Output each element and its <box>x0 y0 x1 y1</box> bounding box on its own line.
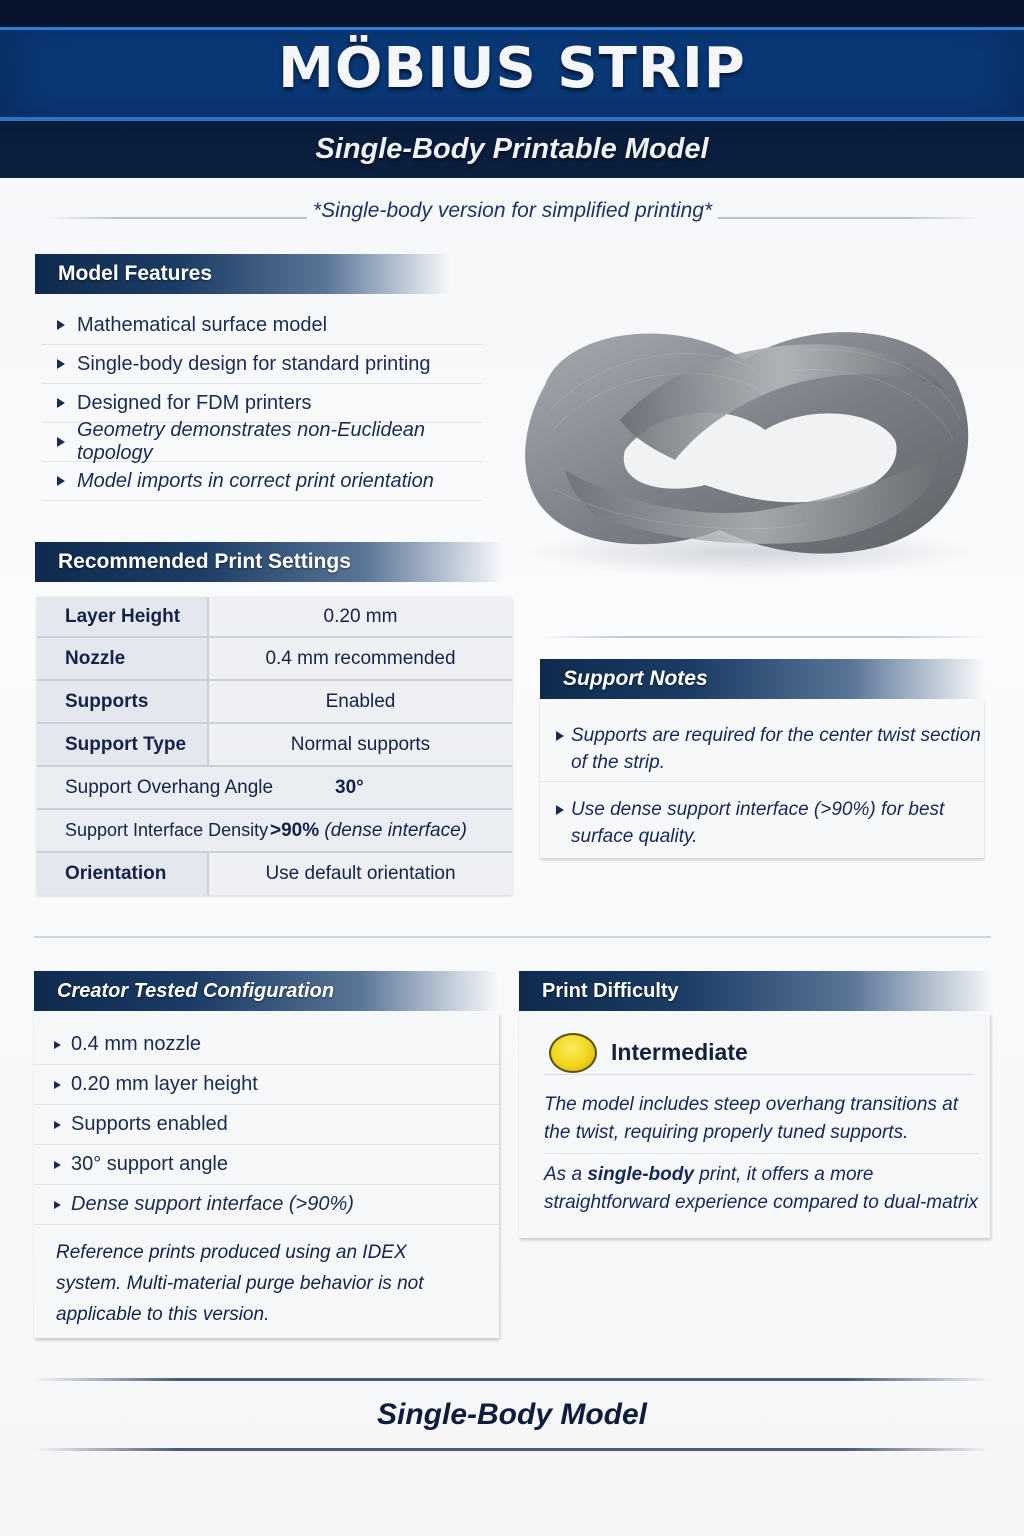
tagline-row <box>45 196 980 226</box>
divider <box>35 1448 990 1451</box>
model-features-list <box>42 306 482 501</box>
creator-config-list <box>34 1013 499 1225</box>
table-row <box>37 809 512 852</box>
section-header-model-features: Model Features <box>35 254 450 294</box>
bullet-triangle-icon <box>54 1081 61 1089</box>
print-settings-table <box>37 597 512 895</box>
table-row <box>37 680 512 723</box>
footer-title: Single-Body Model <box>377 1398 647 1431</box>
list-item: 30° support angle <box>34 1145 499 1185</box>
bullet-triangle-icon <box>54 1041 61 1049</box>
print-difficulty-panel <box>519 1013 990 1238</box>
bullet-triangle-icon <box>556 805 564 815</box>
section-header-creator-config: Creator Tested Configuration <box>34 971 499 1011</box>
difficulty-level: Intermediate <box>611 1039 748 1065</box>
divider <box>34 936 991 938</box>
difficulty-indicator-icon <box>549 1033 597 1073</box>
divider <box>718 217 980 219</box>
setting-key: Support Interface Density <box>65 819 269 840</box>
bullet-triangle-icon <box>57 359 65 369</box>
bullet-triangle-icon <box>54 1201 61 1209</box>
list-item: 0.20 mm layer height <box>34 1065 499 1105</box>
difficulty-description: As a single-body print, it offers a more straightforward experience compared to dual-matrix <box>544 1164 979 1213</box>
divider <box>540 636 985 638</box>
bullet-triangle-icon <box>57 437 65 447</box>
support-notes-panel <box>540 700 984 858</box>
setting-value: Use default orientation <box>208 852 512 895</box>
list-item: Mathematical surface model <box>42 306 482 345</box>
section-header-support-notes: Support Notes <box>540 659 985 699</box>
bullet-triangle-icon <box>556 731 564 741</box>
list-item: Use dense support interface (>90%) for best surface quality. <box>540 782 984 850</box>
bullet-triangle-icon <box>57 476 65 486</box>
header-top-band <box>0 0 1024 28</box>
table-row <box>37 766 512 809</box>
list-item: Supports enabled <box>34 1105 499 1145</box>
section-header-print-difficulty: Print Difficulty <box>519 971 994 1011</box>
page-title: MÖBIUS STRIP <box>278 36 746 101</box>
difficulty-description: The model includes steep overhang transitions at the twist, requiring properly tuned supports. <box>544 1091 979 1154</box>
table-row <box>37 723 512 766</box>
bullet-triangle-icon <box>54 1161 61 1169</box>
setting-value: 0.4 mm recommended <box>208 637 512 680</box>
setting-value: >90% <box>270 819 320 841</box>
setting-value-note: (dense interface) <box>324 819 467 841</box>
setting-value: Enabled <box>208 680 512 723</box>
divider <box>45 217 307 219</box>
list-item: Dense support interface (>90%) <box>34 1185 499 1225</box>
setting-key: Nozzle <box>37 637 208 680</box>
setting-key: Layer Height <box>37 597 208 637</box>
setting-key: Support Overhang Angle <box>65 776 274 798</box>
difficulty-level-row <box>544 1031 974 1075</box>
setting-key: Support Type <box>37 723 208 766</box>
table-row <box>37 637 512 680</box>
divider <box>35 1378 990 1381</box>
section-header-print-settings: Recommended Print Settings <box>35 542 505 582</box>
table-row <box>37 597 512 637</box>
list-item: Single-body design for standard printing <box>42 345 482 384</box>
reference-note: Reference prints produced using an IDEX system. Multi-material purge behavior is not applicable to this version. <box>56 1242 424 1325</box>
list-item: 0.4 mm nozzle <box>34 1025 499 1065</box>
setting-value: Normal supports <box>208 723 512 766</box>
list-item: Geometry demonstrates non-Euclidean topology <box>42 423 482 462</box>
bullet-triangle-icon <box>57 320 65 330</box>
table-row <box>37 852 512 895</box>
setting-value: 30° <box>335 776 364 798</box>
bullet-triangle-icon <box>54 1121 61 1129</box>
setting-value: 0.20 mm <box>208 597 512 637</box>
list-item: Model imports in correct print orientation <box>42 462 482 501</box>
creator-config-panel <box>34 1013 499 1338</box>
page-subtitle: Single-Body Printable Model <box>315 133 709 165</box>
list-item: Designed for FDM printers <box>42 384 482 423</box>
setting-key: Supports <box>37 680 208 723</box>
list-item: Supports are required for the center twist section of the strip. <box>540 700 984 782</box>
tagline: *Single-body version for simplified printing* <box>312 199 713 222</box>
bullet-triangle-icon <box>57 398 65 408</box>
mobius-strip-image <box>505 290 985 590</box>
setting-key: Orientation <box>37 852 208 895</box>
